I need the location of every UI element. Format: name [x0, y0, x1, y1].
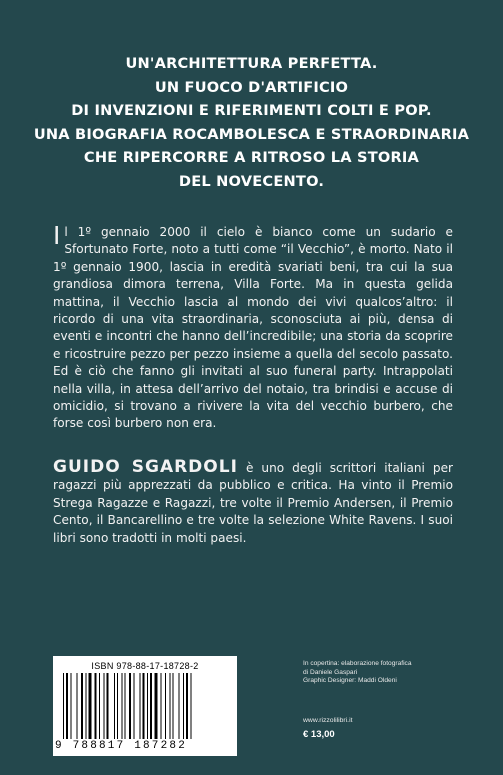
barcode-bar: [63, 673, 64, 739]
barcode-bar: [81, 673, 83, 739]
credit-line-3: Graphic Designer: Maddi Oldeni: [303, 677, 397, 684]
barcode-bar: [173, 673, 174, 739]
barcode-bar: [134, 673, 135, 739]
barcode-bar: [129, 673, 131, 739]
barcode-bar: [117, 673, 118, 739]
barcode-bar: [170, 673, 171, 739]
barcode-bar: [95, 673, 97, 739]
cover-credits: [303, 660, 493, 686]
barcode-bar: [183, 673, 184, 739]
barcode-bar: [71, 673, 72, 739]
tagline-line-1: UN'ARCHITETTURA PERFETTA.: [125, 55, 378, 72]
barcode-bar: [165, 673, 166, 739]
publisher-website: www.rizzolilibri.it: [303, 717, 353, 724]
author-bio-text: è uno degli scrittori italiani per ragazzi più apprezzati da pubblico e critica. Ha vinto il Premio Strega Ragazze e Ragazzi, tre volte il Premio Andersen, il Premio Cento, il Bancarellino e tre volte la selezione White Ravens. I suoi libri sono tradotti in molti paesi.: [53, 461, 453, 545]
credit-line-1: In copertina: elaborazione fotografica: [303, 660, 412, 667]
tagline-line-3: DI INVENZIONI E RIFERIMENTI COLTI E POP.: [71, 102, 432, 119]
author-bio: [53, 459, 453, 547]
barcode-bar: [125, 673, 126, 739]
barcode-bar: [104, 673, 105, 739]
tagline: [0, 52, 503, 193]
barcode-bar: [89, 673, 92, 739]
tagline-line-4: UNA BIOGRAFIA ROCAMBOLESCA E STRAORDINARIA: [33, 125, 470, 143]
barcode-bar: [186, 673, 188, 739]
barcode-icon: [63, 673, 227, 739]
price: € 13,00: [303, 729, 335, 740]
barcode-bar: [140, 673, 141, 739]
tagline-line-6: DEL NOVECENTO.: [178, 172, 325, 190]
author-name: GUIDO SGARDOLI: [53, 457, 238, 477]
barcode-bar: [191, 673, 192, 739]
barcode-bar: [161, 673, 162, 739]
synopsis: [53, 221, 453, 433]
barcode-bar: [114, 673, 115, 739]
barcode-bar: [86, 673, 87, 739]
barcode-bar: [143, 673, 145, 739]
barcode-bar: [150, 673, 152, 739]
barcode-bar: [66, 673, 68, 739]
barcode-digits: 9 788817 187282: [55, 740, 188, 752]
synopsis-text: l 1º gennaio 2000 il cielo è bianco come un sudario e Sfortunato Forte, noto a tutti come “il Vecchio”, è morto. Nato il 1º gennaio 1900, lascia in eredità svariati beni, tra cui la sua grandiosa dimora terrena, Villa Forte. Ma in questa gelida mattina, il Vecchio lascia al mondo dei vivi qualcos’altro: il ricordo di una vita straordinaria, sconosciuta ai più, densa di eventi e incontri che hanno dell’incredibile; una storia da scoprire e ricostruire pezzo per pezzo insieme a quella del secolo passato. Ed è ciò che fanno gli invitati al suo funeral party. Intrappolati nella villa, in attesa dell’arrivo del notaio, tra brindisi e accuse di omicidio, si trovano a rivivere la vita del vecchio burbero, che forse così burbero non era.: [53, 225, 453, 431]
barcode-bar: [99, 673, 100, 739]
barcode-box: [53, 656, 237, 756]
barcode-bar: [122, 673, 123, 739]
barcode-bar: [107, 673, 109, 739]
barcode-bar: [179, 673, 180, 739]
tagline-line-5: CHE RIPERCORRE A RITROSO LA STORIA: [83, 149, 420, 166]
drop-cap: I: [53, 221, 61, 250]
barcode-bar: [147, 673, 148, 739]
isbn-label: ISBN 978-88-17-18728-2: [91, 661, 199, 671]
barcode-bar: [155, 673, 158, 739]
credit-line-2: di Daniele Gaspari: [303, 668, 358, 676]
barcode-bar: [77, 673, 78, 739]
tagline-line-2: UN FUOCO D'ARTIFICIO: [154, 78, 349, 96]
